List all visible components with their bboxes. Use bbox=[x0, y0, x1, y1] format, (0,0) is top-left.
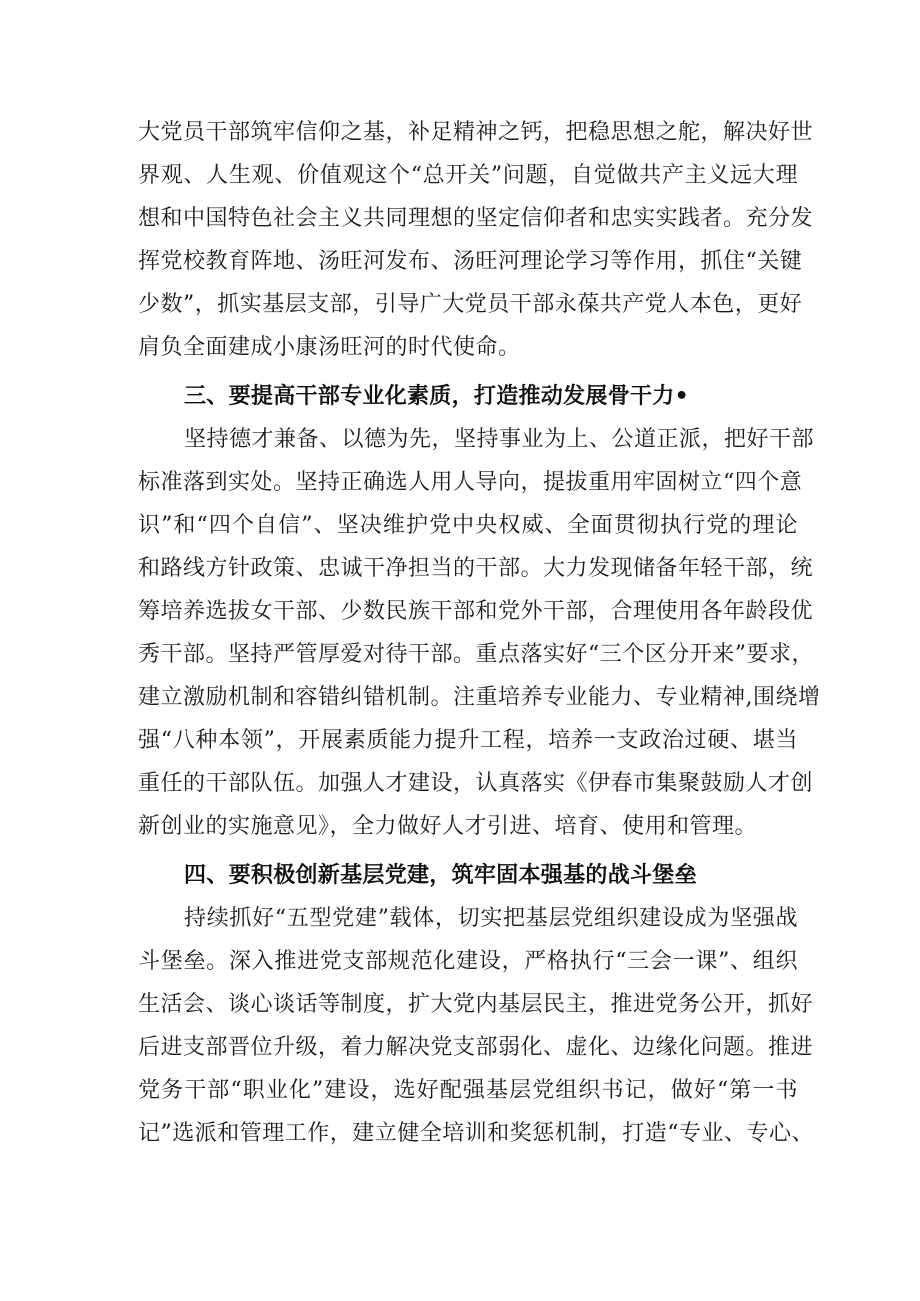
paragraph-line: 强“八种本领”，开展素质能力提升工程，培养一支政治过硬、堪当 bbox=[138, 728, 798, 753]
paragraph-line: 持续抓好“五型党建”载体，切实把基层党组织建设成为坚强战 bbox=[184, 906, 798, 931]
paragraph-line: 记”选派和管理工作，建立健全培训和奖惩机制，打造“专业、专心、 bbox=[138, 1121, 814, 1146]
paragraph-line: 秀干部。坚持严管厚爱对待干部。重点落实好“三个区分开来”要求， bbox=[138, 642, 814, 667]
paragraph-line: 后进支部晋位升级，着力解决党支部弱化、虚化、边缘化问题。推进 bbox=[138, 1035, 814, 1060]
paragraph-line: 和路线方针政策、忠诚干净担当的干部。大力发现储备年轻干部，统 bbox=[138, 556, 814, 581]
paragraph-line: 重任的干部队伍。加强人才建设，认真落实《伊春市集聚鼓励人才创 bbox=[138, 771, 814, 796]
paragraph-line: 新创业的实施意见》，全力做好人才引进、培育、使用和管理。 bbox=[138, 814, 758, 839]
paragraph-line: 肩负全面建成小康汤旺河的时代使命。 bbox=[138, 335, 521, 360]
section-3-heading: 三、要提高干部专业化素质，打造推动发展骨干力• bbox=[184, 384, 689, 409]
paragraph-line: 识”和“四个自信”、坚决维护党中央权威、全面贯彻执行党的理论 bbox=[138, 513, 798, 538]
section-4-heading: 四、要积极创新基层党建，筑牢固本强基的战斗堡垒 bbox=[184, 863, 697, 888]
paragraph-line: 党务干部“职业化”建设，选好配强基层党组织书记，做好“第一书 bbox=[138, 1078, 798, 1103]
paragraph-line: 标准落到实处。坚持正确选人用人导向，提拔重用牢固树立“四个意 bbox=[138, 470, 803, 495]
paragraph-line: 想和中国特色社会主义共同理想的坚定信仰者和忠实实践者。充分发 bbox=[138, 206, 814, 231]
paragraph-line: 界观、人生观、价值观这个“总开关”问题，自觉做共产主义远大理 bbox=[138, 163, 798, 188]
paragraph-line: 少数”，抓实基层支部，引导广大党员干部永葆共产党人本色，更好 bbox=[138, 292, 803, 317]
paragraph-line: 斗堡垒。深入推进党支部规范化建设，严格执行“三会一课”、组织 bbox=[138, 949, 798, 974]
paragraph-line: 大党员干部筑牢信仰之基，补足精神之钙，把稳思想之舵，解决好世 bbox=[138, 120, 814, 145]
paragraph-line: 坚持德才兼备、以德为先，坚持事业为上、公道正派，把好干部 bbox=[184, 427, 815, 452]
paragraph-line: 生活会、谈心谈话等制度，扩大党内基层民主，推进党务公开，抓好 bbox=[138, 992, 814, 1017]
paragraph-line: 筹培养选拔女干部、少数民族干部和党外干部，合理使用各年龄段优 bbox=[138, 599, 814, 624]
paragraph-line: 建立激励机制和容错纠错机制。注重培养专业能力、专业精神,围绕增 bbox=[138, 685, 821, 710]
paragraph-line: 挥党校教育阵地、汤旺河发布、汤旺河理论学习等作用，抓住“关键 bbox=[138, 249, 803, 274]
